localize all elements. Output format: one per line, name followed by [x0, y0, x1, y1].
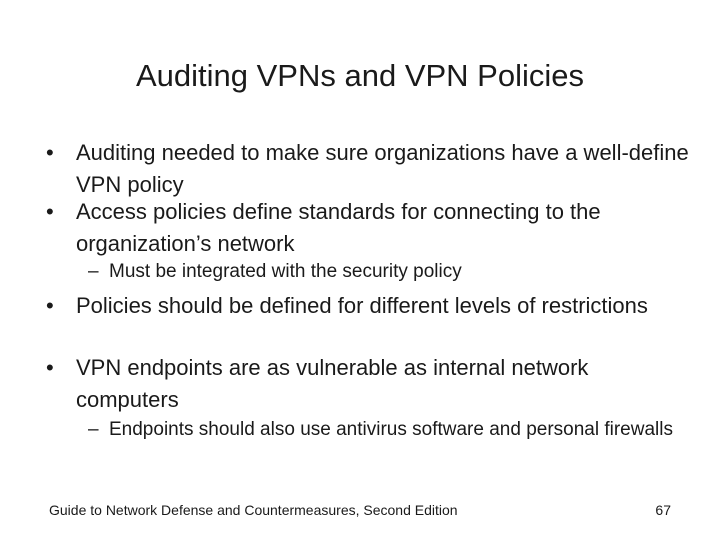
bullet-marker: •: [46, 293, 54, 318]
bullet-marker: •: [46, 355, 54, 380]
sub-bullet-item: [88, 417, 698, 443]
footer-text: Guide to Network Defense and Countermeasures, Second Edition: [49, 502, 458, 518]
bullet-text: VPN endpoints are as vulnerable as internal network computers: [76, 355, 589, 412]
bullet-text: Access policies define standards for connecting to the organization’s network: [76, 199, 601, 256]
bullet-item: [46, 290, 696, 322]
sub-bullet-text: Must be integrated with the security policy: [109, 261, 462, 282]
bullet-text: Policies should be defined for different levels of restrictions: [76, 293, 648, 318]
bullet-marker: •: [46, 140, 54, 165]
sub-bullet-item: [88, 259, 698, 285]
bullet-item: [46, 352, 696, 416]
slide-title: Auditing VPNs and VPN Policies: [135, 58, 584, 93]
bullet-item: [46, 196, 696, 260]
sub-bullet-marker: –: [88, 419, 99, 440]
sub-bullet-marker: –: [88, 261, 99, 282]
bullet-marker: •: [46, 199, 54, 224]
bullet-item: [46, 137, 696, 201]
bullet-text: Auditing needed to make sure organizations have a well-define VPN policy: [76, 140, 689, 197]
page-number: 67: [655, 502, 671, 518]
sub-bullet-text: Endpoints should also use antivirus software and personal firewalls: [109, 419, 673, 440]
